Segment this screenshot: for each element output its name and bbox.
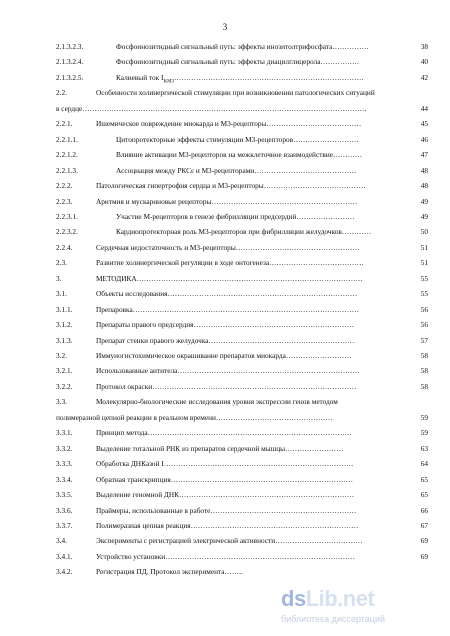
toc-entry [0, 551, 450, 563]
toc-entry-number: 3.1.2. [56, 320, 73, 329]
page-number: 3 [222, 22, 228, 32]
toc-entry-title: Препаровка………………………………………………………………………………… [96, 305, 359, 314]
toc-entry-number: 2.2.1. [56, 119, 73, 128]
toc-entry-title: Патологическая гипертрофия сердца и М3-рецепторы…………………………………… [96, 181, 366, 190]
toc-entry-page: 49 [420, 197, 428, 206]
toc-entry-page: 55 [420, 274, 428, 283]
toc-entry-title: Сердечная недостаточность и М3-рецепторы…………………………………………… [96, 243, 360, 252]
toc-entry [0, 566, 450, 578]
toc-entry-number: 3.2.1. [56, 366, 73, 375]
toc-entry-page: 63 [420, 444, 428, 453]
toc-entry-page: 65 [420, 490, 428, 499]
toc-entry-page: 40 [420, 57, 428, 66]
toc-entry [0, 381, 450, 393]
toc-entry-page: 45 [420, 119, 428, 128]
toc-entry-page: 69 [420, 536, 428, 545]
toc-entry-page: 38 [420, 42, 428, 51]
toc-entry [0, 41, 450, 53]
toc-entry-title-subscript: KM3 [163, 79, 175, 85]
toc-entry [0, 211, 450, 223]
toc-entry-continuation [0, 103, 450, 115]
toc-entry-page: 46 [420, 135, 428, 144]
toc-entry-number: 2.2.3. [56, 197, 73, 206]
toc-entry-number: 3.2. [56, 351, 67, 360]
toc-entry-number: 3.1.3. [56, 336, 73, 345]
toc-entry-page: 50 [420, 227, 428, 236]
toc-entry-title: Фосфоинозитидный сигнальный путь: эффекты диацилглицерола……………. [116, 57, 359, 66]
toc-entry-number: 3. [56, 274, 62, 283]
toc-entry-number: 3.3. [56, 397, 67, 406]
toc-entry-page: 69 [420, 552, 428, 561]
toc-entry-number: 3.3.4. [56, 475, 73, 484]
toc-entry [0, 56, 450, 68]
toc-entry-number: 2.1.3.2.4. [56, 57, 84, 66]
toc-entry-number: 3.4.2. [56, 567, 73, 576]
toc-entry-title: Использованные антитела………………………………………………………………… [96, 366, 360, 375]
toc-entry [0, 535, 450, 547]
toc-entry-page: 44 [420, 104, 428, 113]
toc-entry-page: 66 [420, 506, 428, 515]
toc-entry [0, 505, 450, 517]
toc-entry [0, 474, 450, 486]
toc-entry-page: 51 [420, 243, 428, 252]
toc-entry-number: 2.2.1.3. [56, 166, 78, 175]
toc-entry [0, 489, 450, 501]
toc-entry-title: Обработка ДНКазой I…………………………………………………………………… [96, 459, 354, 468]
toc-entry [0, 149, 450, 161]
toc-entry-title: Иммуногистохимическое окрашивание препаратов миокарда……………………… [96, 351, 352, 360]
toc-entry-title-leader: …………………………………………………………………… [174, 73, 364, 82]
toc-entry [0, 365, 450, 377]
toc-entry-page: 64 [420, 459, 428, 468]
toc-entry-number: 2.2.2. [56, 181, 73, 190]
toc-entry-number: 2.2. [56, 88, 67, 97]
toc-entry-number: 3.4. [56, 536, 67, 545]
toc-entry [0, 87, 450, 99]
toc-entry [0, 273, 450, 285]
toc-entry-title: Влияние активации М3-рецепторов на межклеточное взаимодействие………… [116, 150, 363, 159]
watermark-subtitle: библиотека диссертаций [281, 614, 386, 624]
toc-entry-title: Развитие холинергической регуляции в ходе онтогенеза………………………………… [96, 258, 364, 267]
toc-entry-page: 57 [420, 336, 428, 345]
toc-entry-title: Молекулярно-биологические исследования уровня экспрессии генов методом [96, 397, 338, 406]
toc-entry-page: 48 [420, 166, 428, 175]
toc-entry-title: Препараты правого предсердия………………………………………………………… [96, 320, 355, 329]
toc-entry-title: Праймеры, использованные в работе…………………………………………………… [96, 506, 357, 515]
toc-entry-number: 2.1.3.2.5. [56, 73, 84, 82]
toc-entry-page: 58 [420, 366, 428, 375]
toc-entry [0, 165, 450, 177]
toc-entry [0, 180, 450, 192]
toc-entry-title: Участие М-рецепторов в генезе фибрилляции предсердий…………………… [116, 212, 355, 221]
toc-entry [0, 443, 450, 455]
toc-entry-page: 49 [420, 212, 428, 221]
toc-entry [0, 134, 450, 146]
toc-entry-title-continued: полимеразной цепной реакции в реальном времени………………………………………… [56, 413, 333, 422]
toc-entry-page: 51 [420, 258, 428, 267]
toc-entry-number: 2.3. [56, 258, 67, 267]
toc-entry-page: 58 [420, 351, 428, 360]
toc-entry-page: 59 [420, 413, 428, 422]
toc-entry-number: 3.3.1. [56, 428, 73, 437]
toc-entry-title: Эксперименты с регистрацией электрической активности……………………………… [96, 536, 363, 545]
toc-entry-title: Выделение тотальной РНК из препаратов сердечной мышцы…………………… [96, 444, 344, 453]
toc-entry-number: 3.3.7. [56, 521, 73, 530]
toc-entry-page: 56 [420, 305, 428, 314]
toc-entry-page: 56 [420, 320, 428, 329]
toc-entry-title: Фосфоинозитидный сигнальный путь: эффекты инозитолтрифосфата…………… [116, 42, 369, 51]
toc-entry-number: 2.2.1.2. [56, 150, 78, 159]
toc-entry [0, 72, 450, 84]
toc-entry [0, 226, 450, 238]
toc-entry-title: Препарат стенки правого желудочка…………………………………………………… [96, 336, 355, 345]
toc-entry [0, 118, 450, 130]
toc-entry-title: Цитопротекторные эффекты стимуляции М3-рецепторов……………………… [116, 135, 359, 144]
toc-entry [0, 304, 450, 316]
toc-entry-title: Аритмия и мускариновые рецепторы…………………………………………………… [96, 197, 358, 206]
toc-entry-number: 3.4.1. [56, 552, 73, 561]
toc-entry-title-text: Калиевый ток I [116, 73, 164, 82]
toc-entry-number: 3.3.5. [56, 490, 73, 499]
toc-entry-continuation [0, 412, 450, 424]
toc-entry-page: 58 [420, 382, 428, 391]
toc-entry-title: Протокол окраски………………………………………………………………………… [96, 382, 357, 391]
toc-entry-number: 3.2.2. [56, 382, 73, 391]
toc-entry-number: 2.1.3.2.3. [56, 42, 84, 51]
toc-entry-title: Особенности холинергической стимуляции при возникновении патологических ситуаций [96, 88, 375, 97]
toc-entry [0, 427, 450, 439]
toc-entry-number: 3.1. [56, 289, 67, 298]
toc-entry-number: 3.3.6. [56, 506, 73, 515]
toc-entry-page: 48 [420, 181, 428, 190]
toc-entry [0, 520, 450, 532]
toc-entry [0, 350, 450, 362]
toc-entry [0, 242, 450, 254]
toc-entry-title: Принцип метода………………………………………………………………………… [96, 428, 352, 437]
toc-entry-title: Кардиопротекторная роль М3-рецепторов при фибрилляции желудочков………… [116, 227, 371, 236]
dslib-logo: dsLib.net [281, 586, 375, 611]
toc-entry [0, 319, 450, 331]
toc-entry [0, 288, 450, 300]
toc-entry-number: 3.1.1. [56, 305, 73, 314]
toc-entry-number: 3.3.3. [56, 459, 73, 468]
toc-entry-title: Устройство установки…………………………………………………………………… [96, 552, 355, 561]
toc-entry-page: 67 [420, 521, 428, 530]
toc-entry-number: 2.2.3.1. [56, 212, 78, 221]
dslib-watermark [281, 586, 441, 630]
toc-entry-title: Обратная транскрипция………………………………………………………………… [96, 475, 354, 484]
toc-entry [0, 196, 450, 208]
toc-entry-number: 3.3.2. [56, 444, 73, 453]
toc-entry-title-continued: в сердце……………………………………………………………………………………………………… [56, 104, 367, 113]
toc-entry-number: 2.2.4. [56, 243, 73, 252]
toc-entry-title: Полимеразная цепная реакция…………………………………………………………… [96, 521, 359, 530]
toc-entry-page: 47 [420, 150, 428, 159]
toc-entry [0, 458, 450, 470]
toc-entry-number: 2.2.1.1. [56, 135, 78, 144]
toc-entry-title [116, 72, 400, 88]
toc-entry-title: Выделение геномной ДНК……………………………………………………………… [96, 490, 355, 499]
toc-entry [0, 396, 450, 408]
toc-entry-title: Объекты исследования…………………………………………………………………… [96, 289, 358, 298]
toc-entry-page: 55 [420, 289, 428, 298]
toc-entry-title: Ассоциация между РКСε и М3-рецепторами…………………………………… [116, 166, 357, 175]
toc-entry-page: 42 [420, 73, 428, 82]
toc-entry [0, 335, 450, 347]
toc-entry-title: МЕТОДИКА………………………………………………………………………………… [96, 274, 363, 283]
toc-entry-page: 65 [420, 475, 428, 484]
toc-entry [0, 257, 450, 269]
toc-entry-title: Ишемическое повреждение миокарда и М3-рецепторы………………………………… [96, 119, 362, 128]
toc-entry-title: Регистрация ПД. Протокол эксперимента…….. [96, 567, 243, 576]
toc-entry-number: 2.2.3.2. [56, 227, 78, 236]
toc-entry-page: 59 [420, 428, 428, 437]
